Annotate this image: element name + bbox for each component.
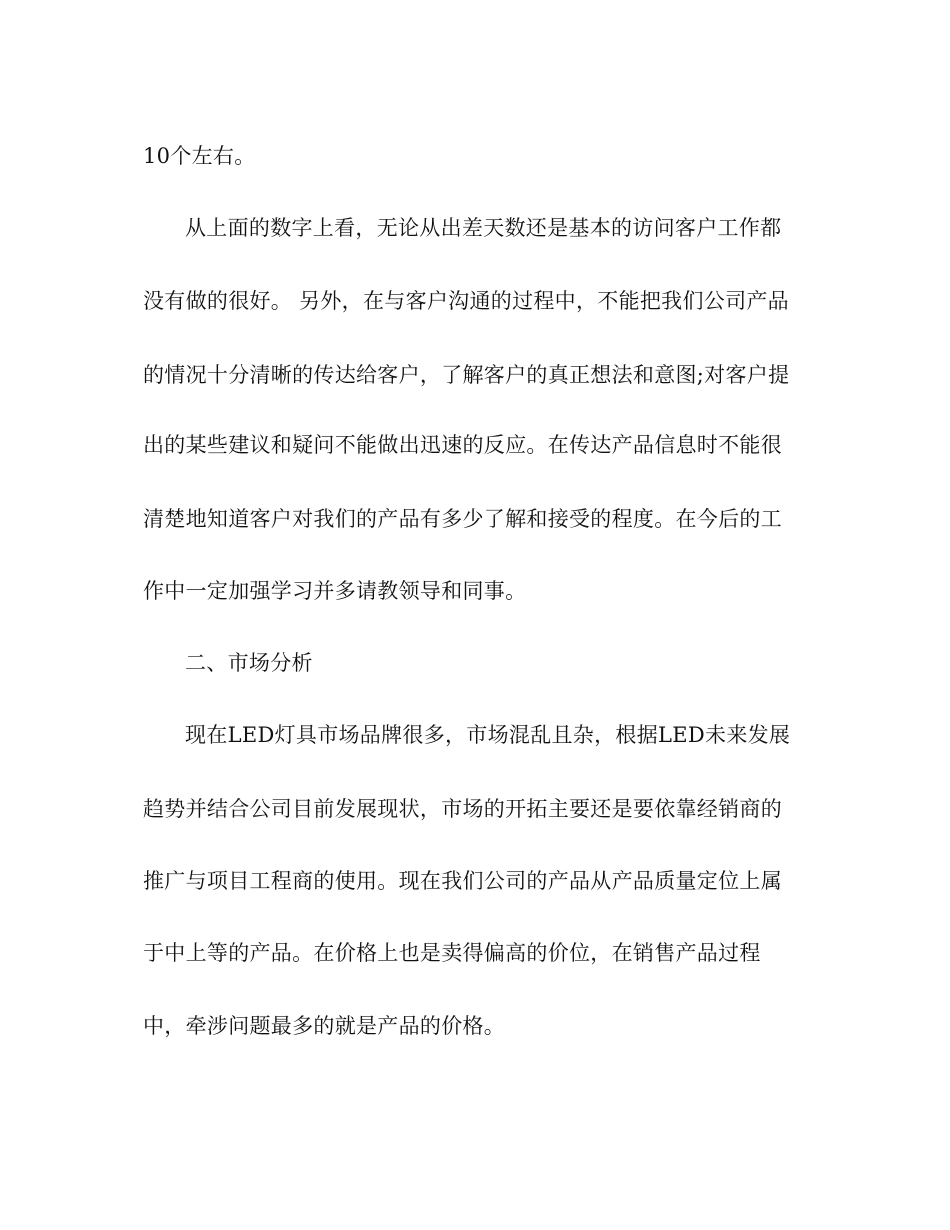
paragraph-start: 现在LED灯具市场品牌很多，市场混乱且杂，根据LED未来发展 (185, 723, 791, 747)
text-line: 10个左右。 (143, 144, 256, 168)
text-line: 推广与项目工程商的使用。现在我们公司的产品从产品质量定位上属 (143, 869, 782, 893)
text-line: 出的某些建议和疑问不能做出迅速的反应。在传达产品信息时不能很 (143, 433, 782, 457)
text-line: 于中上等的产品。在价格上也是卖得偏高的价位，在销售产品过程 (143, 941, 761, 965)
text-line: 的情况十分清晰的传达给客户，了解客户的真正想法和意图;对客户提 (143, 363, 790, 387)
text-line: 中，牵涉问题最多的就是产品的价格。 (143, 1014, 506, 1038)
paragraph-start: 从上面的数字上看，无论从出差天数还是基本的访问客户工作都 (185, 216, 782, 240)
section-heading: 二、市场分析 (185, 651, 313, 675)
text-line: 没有做的很好。 另外，在与客户沟通的过程中，不能把我们公司产品 (143, 289, 789, 313)
text-line: 作中一定加强学习并多请教领导和同事。 (143, 579, 527, 603)
text-line: 清楚地知道客户对我们的产品有多少了解和接受的程度。在今后的工 (143, 507, 782, 531)
text-line: 趋势并结合公司目前发展现状，市场的开拓主要还是要依靠经销商的 (143, 797, 782, 821)
